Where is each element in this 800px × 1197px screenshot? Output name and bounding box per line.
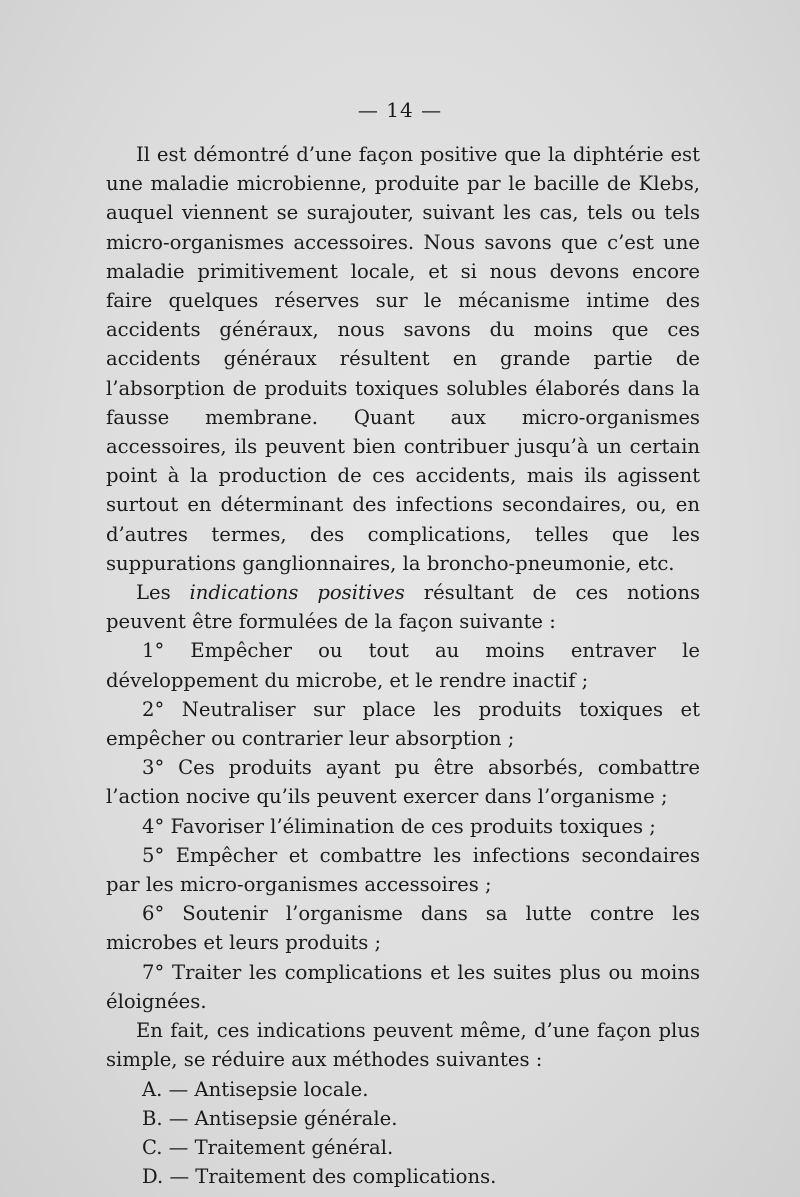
- indication-item: 6° Soutenir l’organisme dans sa lutte contre les microbes et leurs produits ;: [106, 902, 700, 955]
- paragraph-methods-intro: En fait, ces indications peuvent même, d’une façon plus simple, se réduire aux méthodes suivantes :: [106, 1019, 700, 1072]
- indication-item: 7° Traiter les complications et les suites plus ou moins éloignées.: [106, 960, 700, 1013]
- method-item: D. — Traitement des complications.: [142, 1165, 497, 1189]
- indication-item: 4° Favoriser l’élimination de ces produits toxiques ;: [142, 814, 656, 838]
- method-item: B. — Antisepsie générale.: [142, 1106, 398, 1130]
- method-item: A. — Antisepsie locale.: [142, 1077, 369, 1101]
- page-number: — 14 —: [357, 98, 443, 122]
- method-item: C. — Traitement général.: [142, 1135, 394, 1159]
- indication-item: 1° Empêcher ou tout au moins entraver le développement du microbe, et le rendre inactif ;: [106, 639, 700, 692]
- indication-item: 5° Empêcher et combattre les infections secondaires par les micro-organismes accessoires ;: [106, 843, 700, 897]
- intro-after: résultant de ces notions peuvent être formulées de la façon suivante :: [106, 581, 701, 634]
- body-text: [106, 140, 700, 1191]
- paragraph-indications-intro: [106, 578, 700, 636]
- indication-item: 3° Ces produits ayant pu être absorbés, combattre l’action nocive qu’ils peuvent exercer dans l’organisme ;: [106, 756, 700, 809]
- paragraph-diphteria: Il est démontré d’une façon positive que la diphtérie est une maladie microbienne, produite par le bacille de Klebs, auquel viennent se surajouter, suivant les cas, tels ou tels micro-organismes accessoires. Nous savons que c’est une maladie primitivement locale, et si nous devons encore faire quelques réserves sur le mécanisme intime des accidents généraux, nous savons du moins que ces accidents généraux résultent en grande partie de l’absorption de produits toxiques solubles élaborés dans la fausse membrane. Quant aux micro-organismes accessoires, ils peuvent bien contribuer jusqu’à un certain point à la production de ces accidents, mais ils agissent surtout en déterminant des infections secondaires, ou, en d’autres termes, des complications, telles que les suppurations ganglionnaires, la broncho-pneumonie, etc.: [106, 143, 700, 575]
- indication-item: 2° Neutraliser sur place les produits toxiques et empêcher ou contrarier leur absorption ;: [106, 697, 700, 751]
- intro-before: Les: [136, 581, 190, 605]
- intro-emphasis: indications positives: [189, 581, 405, 605]
